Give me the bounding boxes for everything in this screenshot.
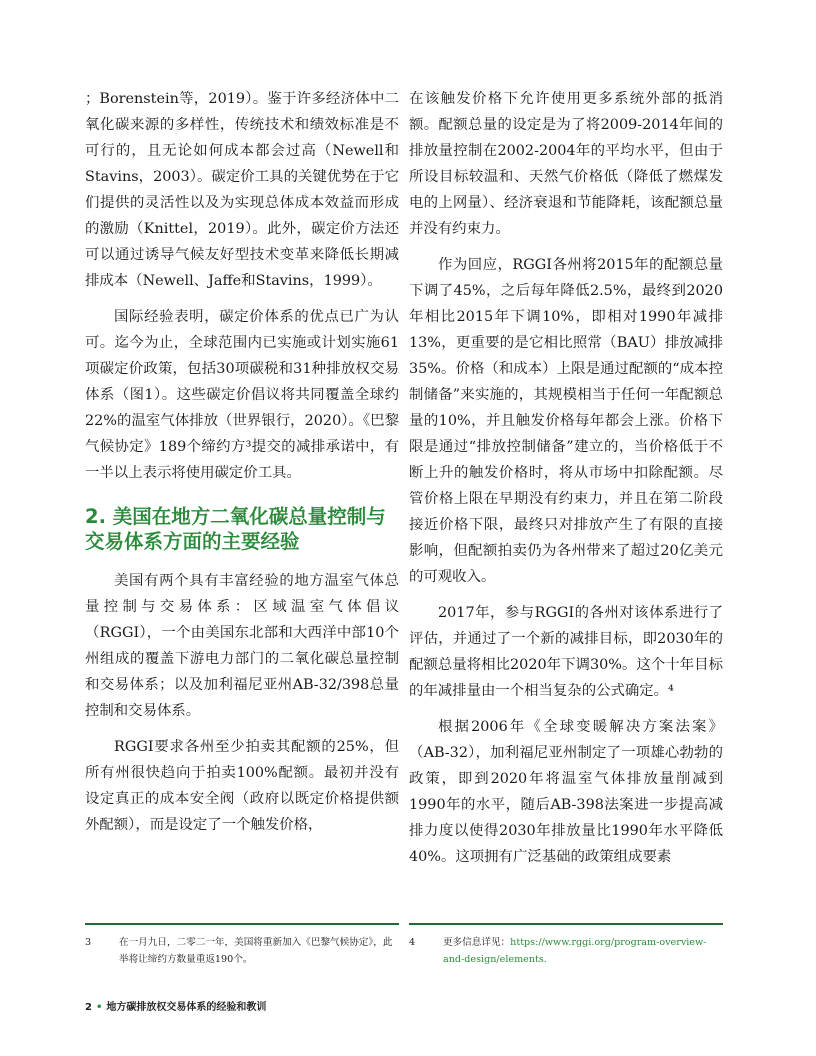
footnote-number: 4: [409, 937, 416, 948]
footnote-number: 3: [85, 937, 92, 948]
footnote-text: 在一月九日，二零二一年，美国将重新加入《巴黎气候协定》，此举将让缔约方数量重返190个。: [119, 937, 393, 965]
footnote-3: [85, 934, 395, 968]
paragraph: RGGI要求各州至少拍卖其配额的25%，但所有州很快趋向于拍卖100%配额。最初并没有设定真正的成本安全阀（政府以既定价格提供额外配额），而是设定了一个触发价格，: [85, 739, 399, 833]
footer-title: 地方碳排放权交易体系的经验和教训: [106, 1002, 267, 1013]
paragraph: 美国有两个具有丰富经验的地方温室气体总量控制与交易体系：区域温室气体倡议（RGGI），一个由美国东北部和大西洋中部10个州组成的覆盖下游电力部门的二氧化碳总量控制和交易体系；以及加利福尼亚州AB-32/398总量控制和交易体系。: [85, 573, 399, 719]
paragraph: 根据2006年《全球变暖解决方案法案》（AB-32），加利福尼亚州制定了一项雄心勃勃的政策，即到2020年将温室气体排放量削减到1990年的水平，随后AB-398法案进一步提高减排力度以使得2030年排放量比1990年水平降低40%。这项拥有广泛基础的政策组成要素: [409, 719, 723, 865]
paragraph: 在该触发价格下允许使用更多系统外部的抵消额。配额总量的设定是为了将2009-2014年间的排放量控制在2002-2004年的平均水平，但由于所设目标较温和、天然气价格低（降低了燃煤发电的上网量）、经济衰退和节能降耗，该配额总量并没有约束力。: [409, 91, 723, 237]
bullet-icon: •: [95, 1002, 103, 1013]
paragraph: ；Borenstein等，2019）。鉴于许多经济体中二氧化碳来源的多样性，传统技术和绩效标准是不可行的，且无论如何成本都会过高（Newell和Stavins，2003）。碳定价工具的关键优势在于它们提供的灵活性以及为实现总体成本效益而形成的激励（Knittel，2019）。此外，碳定价方法还可以通过诱导气候友好型技术变革来降低长期减排成本（Newell、Jaffe和Stavins，1999）。: [85, 91, 399, 289]
paragraph: 2017年，参与RGGI的各州对该体系进行了评估，并通过了一个新的减排目标，即2030年的配额总量将相比2020年下调30%。这个十年目标的年减排量由一个相当复杂的公式确定。⁴: [409, 605, 723, 699]
footnote-4: [409, 934, 719, 968]
footnote-divider: [85, 923, 399, 925]
right-column: [409, 86, 723, 870]
paragraph: 国际经验表明，碳定价体系的优点已广为认可。迄今为止，全球范围内已实施或计划实施61项碳定价政策，包括30项碳税和31种排放权交易体系（图1）。这些碳定价倡议将共同覆盖全球约22%的温室气体排放（世界银行，2020）。《巴黎气候协定》189个缔约方³提交的减排承诺中，有一半以上表示将使用碳定价工具。: [85, 309, 399, 481]
footnote-divider: [409, 923, 723, 925]
section-heading: 2. 美国在地方二氧化碳总量控制与交易体系方面的主要经验: [85, 505, 386, 553]
footnote-text: [443, 934, 719, 968]
paragraph: 作为回应，RGGI各州将2015年的配额总量下调了45%，之后每年降低2.5%，最终到2020年相比2015年下调10%，即相对1990年减排13%，更重要的是它相比照常（BAU）排放减排35%。价格（和成本）上限是通过配额的“成本控制储备”来实施的，其规模相当于任何一年配额总量的10%，并且触发价格每年都会上涨。价格下限是通过“排放控制储备”建立的，当价格低于不断上升的触发价格时，将从市场中扣除配额。尽管价格上限在早期没有约束力，并且在第二阶段接近价格下限，最终只对排放产生了有限的直接影响，但配额拍卖仍为各州带来了超过20亿美元的可观收入。: [409, 257, 723, 585]
page-footer: [85, 998, 266, 1013]
page-number: 2: [85, 1002, 92, 1013]
footnote-prefix: 更多信息详见：: [443, 937, 511, 948]
footnote-link[interactable]: https://www.rggi.org/program-overview-and-design/elements.: [443, 937, 707, 965]
left-column: [85, 86, 399, 838]
